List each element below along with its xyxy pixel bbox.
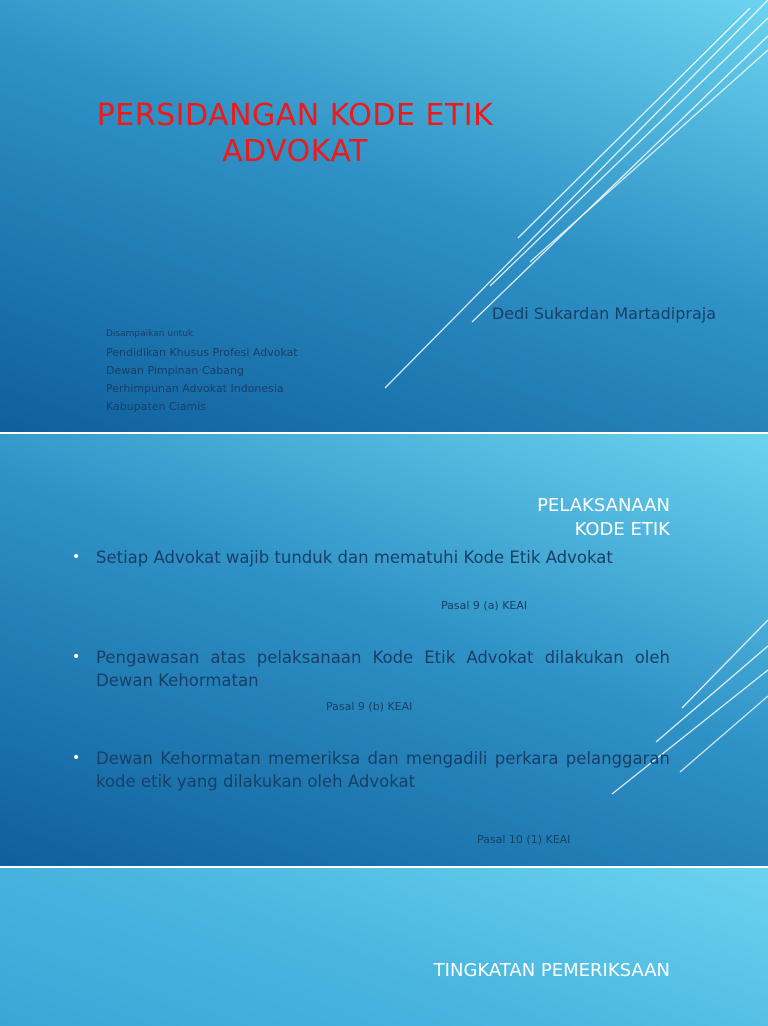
title-line-1: PERSIDANGAN KODE ETIK (96, 98, 494, 133)
bullet-list (72, 546, 670, 793)
slide-3-title: TINGKATAN PEMERIKSAAN (433, 960, 670, 981)
author-name: Dedi Sukardan Martadipraja (491, 304, 716, 323)
citation: Pasal 9 (b) KEAI (326, 700, 413, 713)
slide-2-title-line-1: PELAKSANAAN (537, 495, 670, 516)
bullet-item: • Pengawasan atas pelaksanaan Kode Etik Advokat dilakukan oleh Dewan Kehormatan (72, 646, 670, 692)
title-line-2: ADVOKAT (222, 134, 368, 169)
slide-3 (0, 866, 768, 1026)
citation: Pasal 9 (a) KEAI (441, 599, 528, 612)
audience-line: Perhimpunan Advokat Indonesia (106, 382, 284, 395)
slide-2-title-line-2: KODE ETIK (574, 519, 670, 540)
audience-list (106, 344, 298, 416)
audience-line: Pendidikan Khusus Profesi Advokat (106, 346, 298, 359)
audience-line: Dewan Pimpinan Cabang (106, 364, 244, 377)
presentation-title (40, 98, 550, 170)
bullet-item: • Dewan Kehormatan memeriksa dan mengadili perkara pelanggaran kode etik yang dilakukan oleh Advokat (72, 747, 670, 793)
presented-for-label: Disampaikan untuk (106, 329, 194, 339)
bullet-item: • Setiap Advokat wajib tunduk dan mematuhi Kode Etik Advokat (72, 546, 670, 569)
citation: Pasal 10 (1) KEAI (477, 833, 571, 846)
audience-line: Kabupaten Ciamis (106, 400, 206, 413)
slide-1 (0, 0, 768, 432)
slide-2-title (537, 494, 670, 542)
